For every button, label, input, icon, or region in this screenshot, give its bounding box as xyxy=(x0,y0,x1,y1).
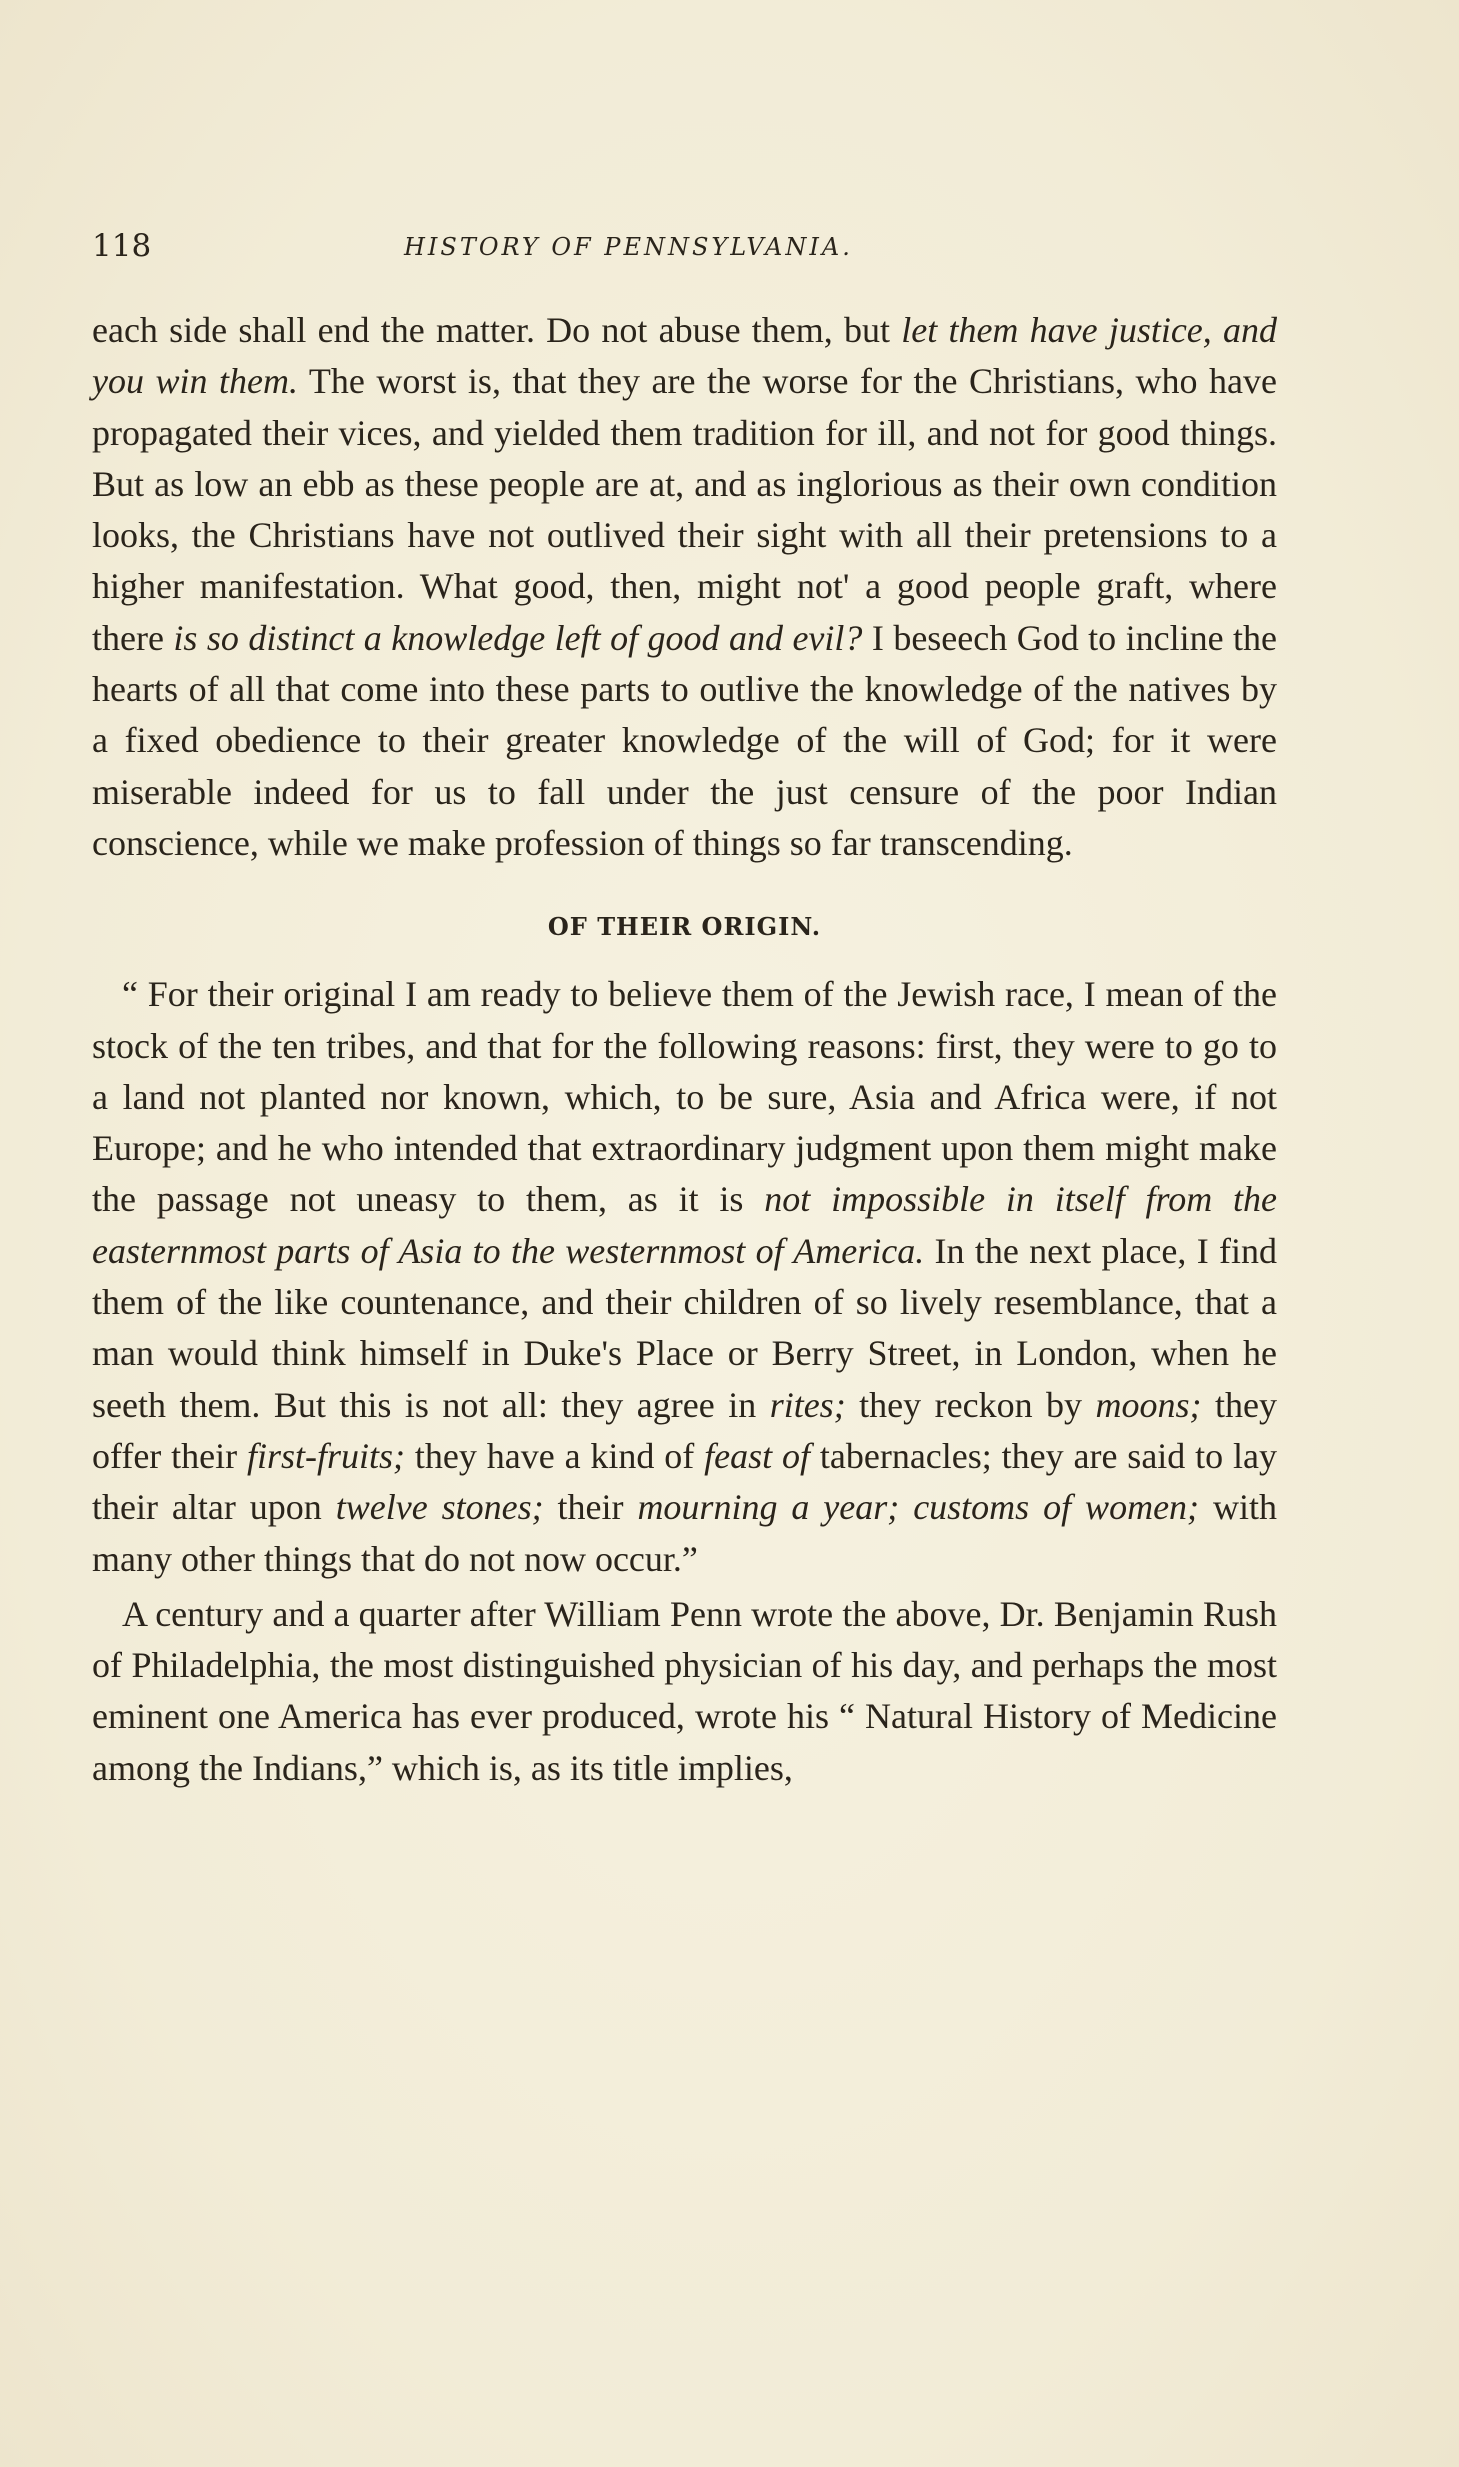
paragraph-1-text-c: I beseech God to incline the hearts of all that come into these parts to outlive the knowledge of the natives by a fixed obedience to their greater knowledge of the will of God; for it were miserable indeed for us to fall under the just censure of the poor Indian conscience, while we make profession of things so far transcending. xyxy=(92,617,1278,863)
paragraph-2-text-m: their xyxy=(543,1487,638,1528)
paragraph-2-text-c: In the next place, I find them of the like countenance, and their children of so lively resemblance, that a man would think himself in Duke's Place or Berry Street, in London, when he seeth them. But this is not all: they agree in xyxy=(92,1230,1277,1425)
paragraph-1-text-a: each side shall end the matter. Do not abuse them, but xyxy=(92,310,902,350)
paragraph-1-text-b: The worst is, that they are the worse for the Christians, who have propagated their vices, and yielded them tradition for ill, and not for good things. But as low an ebb as these people are at, and as inglorious as their own condition looks, the Christians have not outlived their sight with all their pretensions to a higher manifestation. What good, then, might not' a good people graft, where there xyxy=(92,361,1277,658)
paragraph-2-text-a: “ For their original I am ready to believe them of the Jewish race, I mean of the stock of the ten tribes, and that for the following reasons: first, they were to go to a land not planted nor known, which, to be sure, Asia and Africa were, if not Europe; and he who intended that extraordinary judgment upon them might make the passage not uneasy to them, as it is xyxy=(92,974,1277,1220)
page-header xyxy=(92,228,1277,278)
paragraph-2-italic-f: moons; xyxy=(1095,1384,1202,1425)
paragraph-2 xyxy=(92,969,1277,1585)
paragraph-2-text-k: tabernacles; they are said to lay their altar upon xyxy=(92,1435,1278,1528)
paragraph-2-italic-h: first-fruits; xyxy=(247,1435,406,1476)
paragraph-2-text-e: they reckon by xyxy=(845,1384,1096,1425)
section-heading: OF THEIR ORIGIN. xyxy=(547,912,822,942)
body-text xyxy=(92,305,1277,1794)
paragraph-1-italic-a: let them have justice, and you win them. xyxy=(92,310,1278,402)
running-head: HISTORY OF PENNSYLVANIA. xyxy=(404,233,853,261)
paragraph-2-italic-b: not impossible in itself from the easternmost parts of Asia to the westernmost of America. xyxy=(92,1179,1277,1271)
page-number: 118 xyxy=(92,228,152,264)
paragraph-1-italic-b: is so distinct a knowledge left of good and evil? xyxy=(173,617,863,658)
paragraph-2-italic-n: mourning a year; customs of women; xyxy=(637,1487,1200,1528)
paragraph-2-italic-l: twelve stones; xyxy=(335,1487,544,1528)
paragraph-1 xyxy=(92,305,1277,869)
paragraph-3 xyxy=(92,1589,1277,1794)
paragraph-2-italic-d: rites; xyxy=(769,1384,846,1425)
paragraph-2-italic-j: feast of xyxy=(704,1435,811,1476)
paragraph-2-text-i: they have a kind of xyxy=(405,1435,705,1476)
paragraph-2-text-g: they offer their xyxy=(92,1384,1277,1476)
paragraph-3-text: A century and a quarter after William Penn wrote the above, Dr. Benjamin Rush of Philadelphia, the most distinguished physician of his day, and perhaps the most eminent one America has ever produced, wrote his “ Natural History of Medicine among the Indians,” which is, as its title implies, xyxy=(92,1593,1277,1788)
paragraph-2-text-o: with many other things that do not now occur.” xyxy=(92,1487,1277,1579)
